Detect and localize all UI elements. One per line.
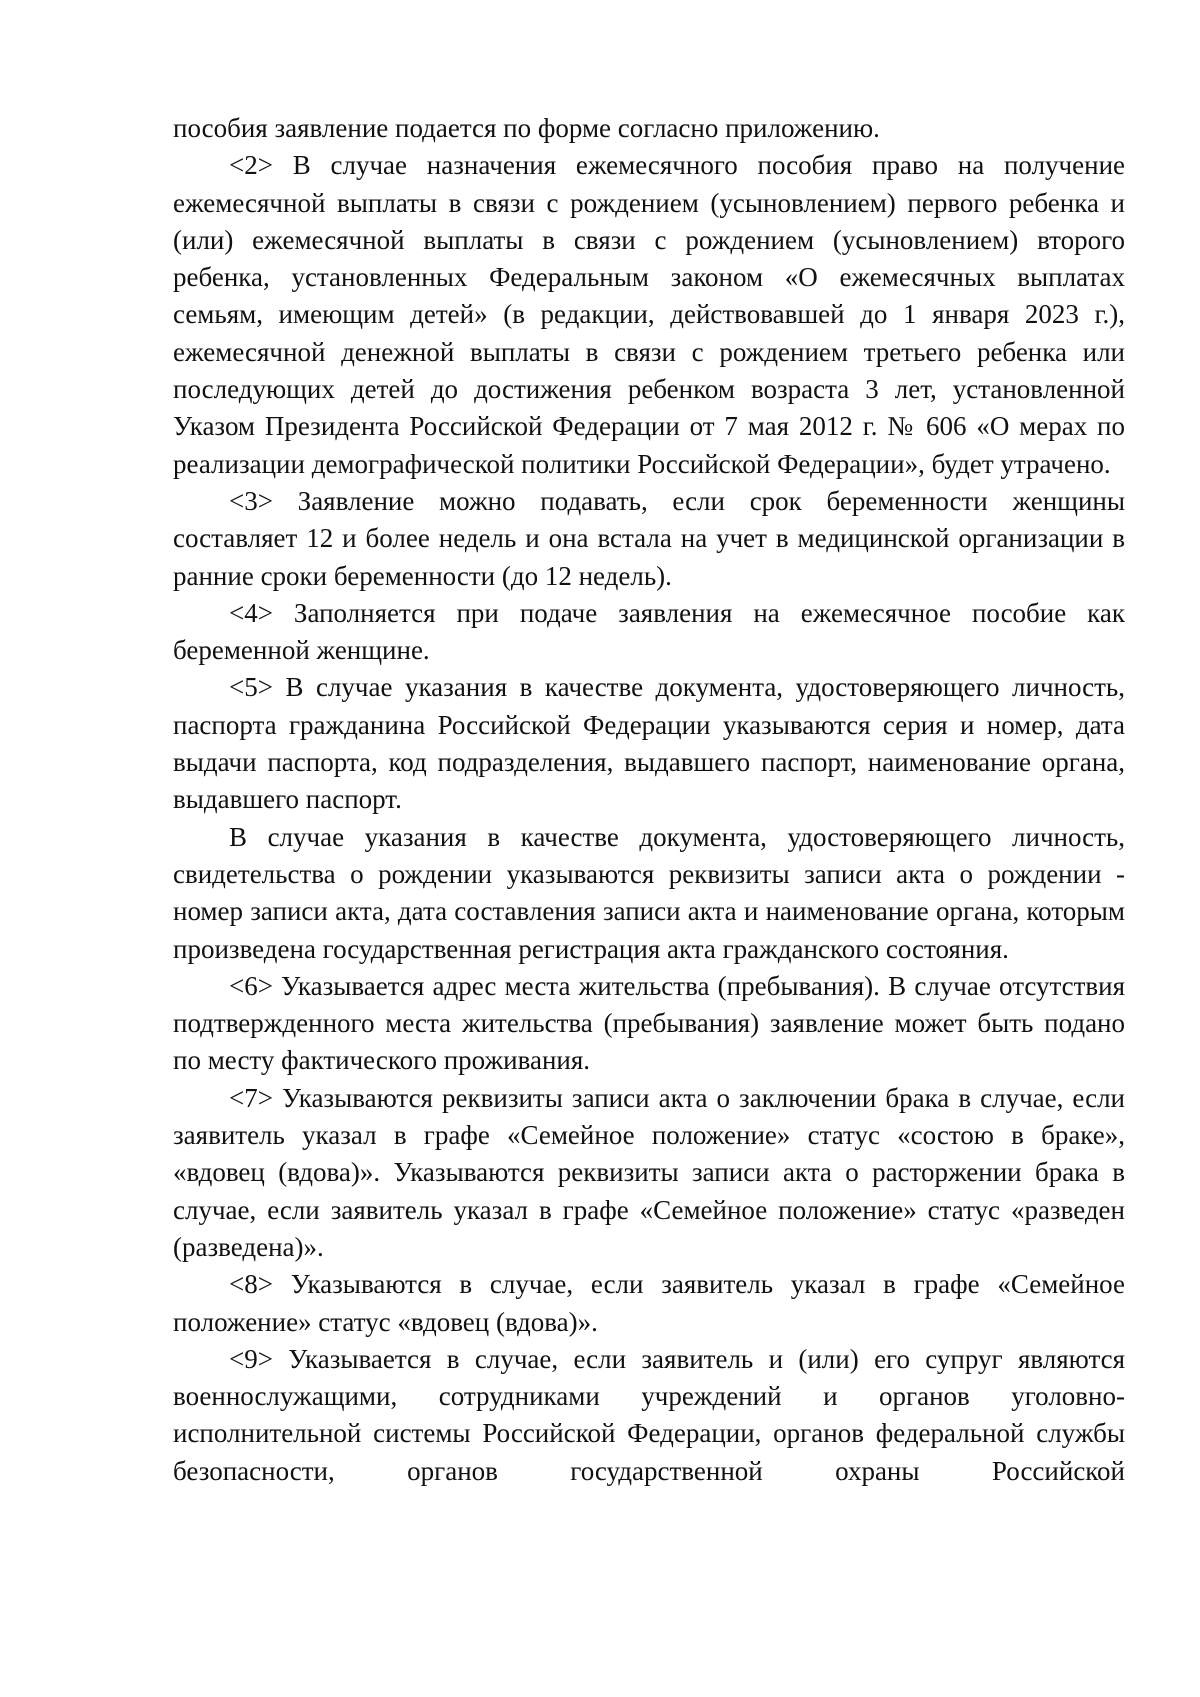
footnote-9: <9> Указывается в случае, если заявитель и (или) его супруг являются военнослужащими, сотрудниками учреждений и органов уголовно-исполнительной системы Российской Федерации, органов федеральной службы безопасности, органов государственной охраны Российской [173, 1343, 1125, 1486]
footnote-2: <2> В случае назначения ежемесячного пособия право на получение ежемесячной выплаты в связи с рождением (усыновлением) первого ребенка и (или) ежемесячной выплаты в связи с рождением (усыновлением) второго ребенка, установленных Федеральным законом «О ежемесячных выплатах семьям, имеющим детей» (в редакции, действовавшей до 1 января 2023 г.), ежемесячной денежной выплаты в связи с рождением третьего ребенка или последующих детей до достижения ребенком возраста 3 лет, установленной Указом Президента Российской Федерации от 7 мая 2012 г. № 606 «О мерах по реализации демографической политики Российской Федерации», будет утрачено. [173, 150, 1125, 479]
document-page [173, 110, 1125, 1490]
footnote-5-continued: В случае указания в качестве документа, удостоверяющего личность, свидетельства о рождении указываются реквизиты записи акта о рождении - номер записи акта, дата составления записи акта и наименование органа, которым произведена государственная регистрация акта гражданского состояния. [173, 821, 1125, 964]
footnote-8: <8> Указываются в случае, если заявитель указал в графе «Семейное положение» статус «вдовец (вдова)». [173, 1269, 1125, 1337]
footnote-6: <6> Указывается адрес места жительства (пребывания). В случае отсутствия подтвержденного места жительства (пребывания) заявление может быть подано по месту фактического проживания. [173, 970, 1125, 1076]
footnote-4: <4> Заполняется при подаче заявления на ежемесячное пособие как беременной женщине. [173, 597, 1125, 666]
paragraph-continuation: пособия заявление подается по форме согласно приложению. [173, 113, 880, 143]
footnote-5: <5> В случае указания в качестве документа, удостоверяющего личность, паспорта гражданина Российской Федерации указываются серия и номер, дата выдачи паспорта, код подразделения, выдавшего паспорт, наименование органа, выдавшего паспорт. [173, 672, 1125, 815]
footnote-7: <7> Указываются реквизиты записи акта о заключении брака в случае, если заявитель указал в графе «Семейное положение» статус «состою в браке», «вдовец (вдова)». Указываются реквизиты записи акта о расторжении брака в случае, если заявитель указал в графе «Семейное положение» статус «разведен (разведена)». [173, 1082, 1125, 1262]
footnote-3: <3> Заявление можно подавать, если срок беременности женщины составляет 12 и более недель и она встала на учет в медицинской организации в ранние сроки беременности (до 12 недель). [173, 485, 1125, 591]
